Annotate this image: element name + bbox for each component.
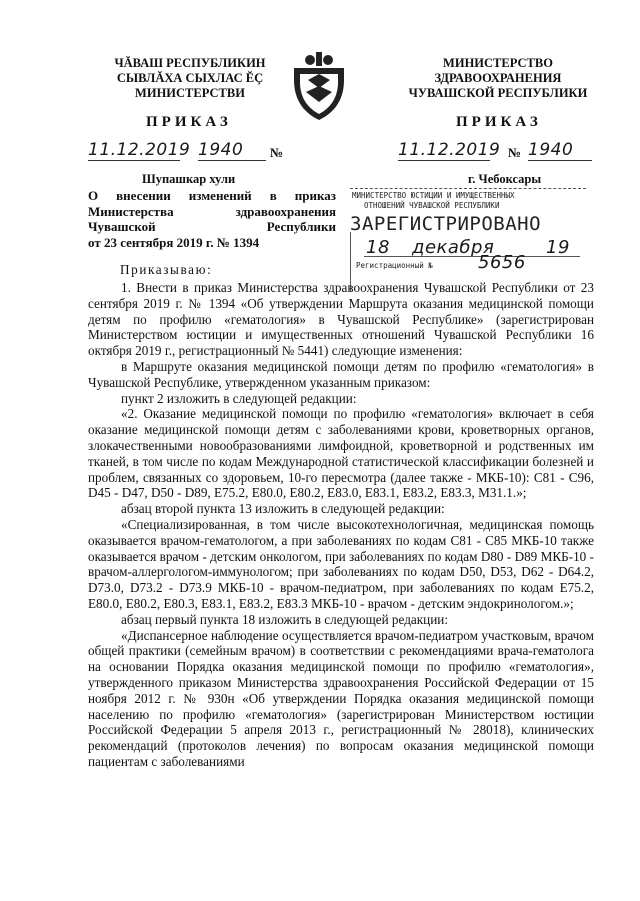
body-paragraph: «2. Оказание медицинской помощи по профилю «гематология» включает в себя оказание медицинской помощи детям с заболеваниями крови, кроветворных органов, злокачественными новообразованиями лимфоидной, кроветворной и родственных им тканей, в том числе по кодам Международной статистической классификации болезней и проблем, связанных со здоровьем, 10-го пересмотра (далее также - МКБ-10): C81 - C96, D45 - D47, D50 - D89, E75.2, E80.0, E80.2, E83.0, E83.1, E83.2, E83.3, M31.1.»; (88, 406, 594, 501)
body-paragraph: 1. Внести в приказ Министерства здравоохранения Чувашской Республики от 23 сентября 2019 г. № 1394 «Об утверждении Маршрута оказания медицинской помощи детям по профилю «гематология» в Чувашской Республике» (зарегистрирован Министерством юстиции и имущественных отношений Чувашской Республики 16 октября 2019 г., регистрационный № 5441) следующие изменения: (88, 280, 594, 359)
header-right-line: МИНИСТЕРСТВО (443, 56, 553, 70)
coat-of-arms-emblem (288, 50, 350, 124)
subject-line: О внесении изменений в приказ (88, 188, 336, 203)
stamp-line: ОТНОШЕНИЙ ЧУВАШСКОЙ РЕСПУБЛИКИ (364, 201, 500, 210)
body-paragraph: «Диспансерное наблюдение осуществляется врачом-педиатром участковым, врачом общей практики (семейным врачом) в соответствии с рекомендациями врача-гематолога на основании Порядка оказания медицинской помощи по профилю «гематология», утвержденного приказом Министерства здравоохранения Российской Федерации от 15 ноября 2012 г. № 930н «Об утверждении Порядка оказания медицинской помощи населению по профилю «гематология» (зарегистрирован Министерством юстиции Российской Федерации 5 апреля 2013 г., регистрационный № 28018), клинических рекомендаций (протоколов лечения) по вопросам оказания медицинской помощи пациентам с заболеваниями (88, 627, 594, 769)
body-paragraph: в Маршруте оказания медицинской помощи детям по профилю «гематология» в Чувашской Республике, утвержденном указанным приказом: (88, 358, 594, 390)
order-number-right: 1940 (528, 140, 592, 161)
stamp-month: декабря (412, 237, 495, 258)
body-paragraph: пункт 2 изложить в следующей редакции: (121, 390, 357, 406)
city-left: Шупашкар хули (142, 172, 236, 186)
header-right-line: ЗДРАВООХРАНЕНИЯ (434, 71, 562, 85)
header-left-line: СЫВЛĂХА СЫХЛАС ĔÇ (116, 71, 264, 85)
stamp-line: МИНИСТЕРСТВО ЮСТИЦИИ И ИМУЩЕСТВЕННЫХ (352, 191, 515, 200)
body-paragraph: абзац первый пункта 18 изложить в следующей редакции: (121, 611, 449, 627)
order-date-left: 11.12.2019 (88, 140, 191, 160)
header-right-line: ЧУВАШСКОЙ РЕСПУБЛИКИ (408, 86, 588, 100)
stamp-year: 19 (546, 237, 570, 258)
stamp-reg-label: Регистрационный № (356, 261, 433, 270)
order-subject (88, 188, 336, 250)
prikaz-title-right: ПРИКАЗ (456, 114, 542, 130)
subject-line: Чувашской Республики (88, 219, 336, 235)
subject-line: от 23 сентября 2019 г. № 1394 (88, 234, 260, 250)
number-sign-right: № (508, 145, 522, 160)
order-date-right: 11.12.2019 (398, 140, 501, 160)
registration-stamp (350, 186, 600, 276)
number-sign-left: № (270, 145, 284, 160)
header-right (392, 56, 604, 101)
city-right: г. Чебоксары (468, 172, 542, 186)
header-left (100, 56, 280, 101)
order-number-left: 1940 (198, 140, 266, 161)
stamp-reg-number: 5656 (478, 252, 526, 273)
subject-line: Министерства здравоохранения (88, 203, 336, 219)
header-left-line: ЧĂВАШ РЕСПУБЛИКИН (114, 56, 266, 70)
body-paragraph: абзац второй пункта 13 изложить в следующей редакции: (121, 501, 445, 517)
header-left-line: МИНИСТЕРСТВИ (135, 86, 245, 100)
body-paragraph: «Специализированная, в том числе высокотехнологичная, медицинская помощь оказывается врачом-гематологом, а при заболеваниях по кодам C81 - C85 МКБ-10 также оказывается врачом - детским онкологом, при заболеваниях по кодам D80 - D89 МКБ-10 - врачом-аллергологом-иммунологом; при заболеваниях по кодам D50, D53, D62 - D64.2, D73.0, D73.2 - D73.9 МКБ-10 - врачом-педиатром, при заболеваниях по кодам E75.2, E80.0, E80.2, E80.3, E83.1, E83.2, E83.3 МКБ-10 - врачом - детским эндокринологом.»; (88, 516, 594, 611)
order-body (88, 280, 594, 770)
stamp-registered: ЗАРЕГИСТРИРОВАНО (350, 213, 542, 235)
prikazyvayu: Приказываю: (120, 262, 213, 277)
stamp-day: 18 (366, 237, 390, 258)
prikaz-title-left: ПРИКАЗ (146, 114, 232, 130)
